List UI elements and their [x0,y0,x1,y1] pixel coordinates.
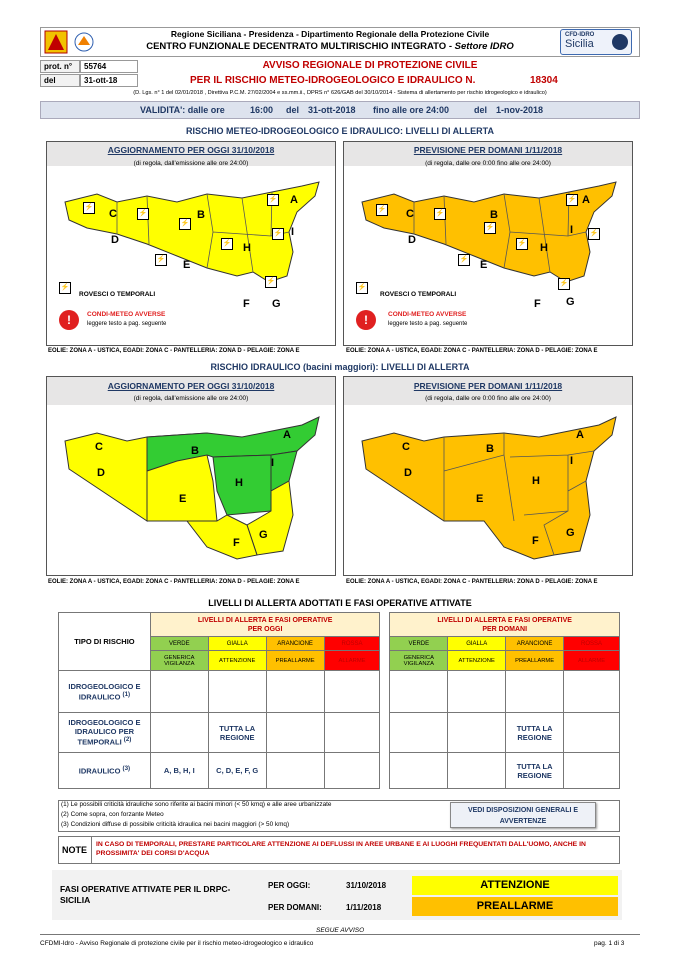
level-gialla: GIALLA [448,637,506,651]
levels-table [58,612,620,789]
zone-label-f: F [243,298,250,310]
avviso-number: 18304 [530,75,558,86]
cell [448,753,506,789]
levels-table-title: LIVELLI DI ALLERTA ADOTTATI E FASI OPERATIVE ATTIVATE [208,598,472,608]
level-arancione: ARANCIONE [266,637,324,651]
zone-label-i: I [570,455,574,467]
validity-del2: del [474,105,488,115]
row-label: IDRAULICO $^{(3)}$ [59,753,151,789]
storm-icon: ⚡ [558,278,570,290]
zone-label-h: H [243,242,251,254]
general-provisions-button[interactable]: VEDI DISPOSIZIONI GENERALI E AVVERTENZE [450,802,596,828]
zone-label-f: F [532,535,539,547]
zone-label-h: H [532,475,540,487]
cell [564,713,620,753]
zone-label-a: A [283,429,291,441]
zone-label-e: E [476,493,484,505]
storm-icon: ⚡ [588,228,600,240]
cell [390,753,448,789]
zone-label-g: G [566,527,575,539]
table-row [59,753,620,789]
phase-preallarme: PREALLARME [506,651,564,671]
table-row [59,713,620,753]
storm-icon: ⚡ [267,194,279,206]
storm-legend-label: ROVESCI O TEMPORALI [380,291,457,298]
footer-document-title: CFDMI-Idro - Avviso Regionale di protezione civile per il rischio meteo-idrogeologico e idraulico [40,940,314,947]
tipo-header: TIPO DI RISCHIO [59,613,151,671]
cell: TUTTA LA REGIONE [506,753,564,789]
zone-label-d: D [97,467,105,479]
level-verde: VERDE [150,637,208,651]
phase-attenzione: ATTENZIONE [448,651,506,671]
storm-icon: ⚡ [434,208,446,220]
islands-note-right: EOLIE: ZONA A - USTICA, EGADI: ZONA C - PANTELLERIA: ZONA D - PELAGIE: ZONA E [346,348,598,354]
islands-note-left: EOLIE: ZONA A - USTICA, EGADI: ZONA C - PANTELLERIA: ZONA D - PELAGIE: ZONA E [48,348,300,354]
phase-allarme: ALLARME [564,651,620,671]
storm-icon: ⚡ [265,276,277,288]
panel-subtitle: (di regola, dalle ore 0:00 fino alle ore 24:00) [425,395,551,402]
prot-label: prot. n° [40,60,80,73]
storm-icon: ⚡ [458,254,470,266]
cell: A, B, H, I [150,753,208,789]
storm-legend-label: ROVESCI O TEMPORALI [79,291,156,298]
header-department: Regione Siciliana - Presidenza - Dipartimento Regionale della Protezione Civile [170,29,490,39]
cell: TUTTA LA REGIONE [506,713,564,753]
zone-label-a: A [576,429,584,441]
panel-title: AGGIORNAMENTO PER OGGI 31/10/2018 [47,142,335,166]
cell [208,671,266,713]
cell [564,753,620,789]
zone-label-d: D [111,234,119,246]
cell [390,713,448,753]
region-logo [44,30,96,54]
footnote-3: (3) Condizioni diffuse di possibile criticità idraulica nei bacini maggiori (> 50 kmq) [61,821,290,828]
storm-icon: ⚡ [516,238,528,250]
phases-tomorrow-label: PER DOMANI: [268,903,322,912]
zone-label-i: I [291,226,295,238]
zone-label-e: E [183,259,191,271]
map-panel-today-meteo [46,141,336,346]
panel-title: PREVISIONE PER DOMANI 1/11/2018 [344,142,632,166]
continue-note: SEGUE AVVISO [316,927,365,934]
zone-label-g: G [259,529,268,541]
zone-label-b: B [486,443,494,455]
panel-subtitle: (di regola, dall'emissione alle ore 24:00) [133,395,249,402]
zone-label-b: B [191,445,199,457]
cell: TUTTA LA REGIONE [208,713,266,753]
cell [324,671,380,713]
zone-label-c: C [406,208,414,220]
phases-tomorrow-date: 1/11/2018 [346,903,382,912]
page-number: pag. 1 di 3 [594,940,625,947]
map-panel-tomorrow-hydraulic [343,376,633,576]
storm-icon: ⚡ [179,218,191,230]
phase-attenzione: ATTENZIONE [208,651,266,671]
level-verde: VERDE [390,637,448,651]
warning-icon: ! [356,310,376,330]
zone-label-c: C [109,208,117,220]
footer-divider [40,934,640,935]
zone-label-h: H [235,477,243,489]
cell [150,671,208,713]
cell [266,753,324,789]
islands-note-right: EOLIE: ZONA A - USTICA, EGADI: ZONA C - PANTELLERIA: ZONA D - PELAGIE: ZONA E [346,579,598,585]
map-panel-today-hydraulic [46,376,336,576]
sicily-map-today-meteo [57,172,329,292]
tomorrow-header: LIVELLI DI ALLERTA E FASI OPERATIVE PER DOMANI [390,613,620,637]
warning-icon: ! [59,310,79,330]
phases-today-label: PER OGGI: [268,881,311,890]
zone-label-a: A [582,194,590,206]
title-line2: PER IL RISCHIO METEO-IDROGEOLOGICO E IDRAULICO N. [190,75,476,86]
level-gialla: GIALLA [208,637,266,651]
legal-reference: (D. Lgs. n° 1 del 02/01/2018 , Direttiva P.C.M. 27/02/2004 e ss.mm.ii., DPRS n° 626/GAB del 30/10/2014 - Sistema di allertamento per rischio idrogeologico e idraulico) [133,90,547,96]
phase-tomorrow-badge: PREALLARME [412,897,618,916]
cell: C, D, E, F, G [208,753,266,789]
storm-icon: ⚡ [221,238,233,250]
prot-number: 55764 [80,60,138,73]
phase-preallarme: PREALLARME [266,651,324,671]
footnote-1: (1) Le possibili criticità idrauliche sono riferite ai bacini minori (< 50 kmq) e alle aree urbanizzate [61,801,332,808]
title-line1: AVVISO REGIONALE DI PROTEZIONE CIVILE [262,60,478,71]
note-text: IN CASO DI TEMPORALI, PRESTARE PARTICOLARE ATTENZIONE AI DEFLUSSI IN AREE URBANE E AI LUOGHI FREQUENTATI DALL'UOMO, ANCHE IN PROSSIMITA' DEI CORSI D'ACQUA [96,841,586,857]
storm-icon: ⚡ [376,204,388,216]
zone-label-g: G [566,296,575,308]
cell [266,713,324,753]
zone-label-a: A [290,194,298,206]
islands-note-left: EOLIE: ZONA A - USTICA, EGADI: ZONA C - PANTELLERIA: ZONA D - PELAGIE: ZONA E [48,579,300,585]
phase-generica: GENERICA VIGILANZA [150,651,208,671]
storm-icon: ⚡ [83,202,95,214]
storm-icon: ⚡ [155,254,167,266]
panel-title: PREVISIONE PER DOMANI 1/11/2018 [344,377,632,405]
del-label: del [40,74,80,87]
panel-subtitle: (di regola, dall'emissione alle ore 24:00) [133,160,249,167]
cell [448,713,506,753]
zone-label-g: G [272,298,281,310]
storm-icon: ⚡ [137,208,149,220]
phases-label: FASI OPERATIVE ATTIVATE PER IL DRPC-SICILIA [60,884,231,905]
adverse-legend-sub: leggere testo a pag. seguente [388,321,468,327]
section2-title: RISCHIO IDRAULICO (bacini maggiori): LIVELLI DI ALLERTA [210,362,470,372]
validity-label: VALIDITA': dalle ore [140,105,225,115]
storm-legend-icon: ⚡ [59,282,71,294]
storm-icon: ⚡ [566,194,578,206]
validity-from-date: 31-ott-2018 [308,105,356,115]
today-header: LIVELLI DI ALLERTA E FASI OPERATIVE PER OGGI [150,613,380,637]
zone-label-d: D [404,467,412,479]
cell [324,753,380,789]
zone-label-e: E [179,493,187,505]
zone-label-d: D [408,234,416,246]
footnote-2: (2) Come sopra, con forzante Meteo [61,811,164,818]
cell [390,671,448,713]
storm-icon: ⚡ [272,228,284,240]
phase-today-badge: ATTENZIONE [412,876,618,895]
validity-del1: del [286,105,300,115]
header-center: CENTRO FUNZIONALE DECENTRATO MULTIRISCHIO INTEGRATO - Settore IDRO [146,41,514,52]
level-arancione: ARANCIONE [506,637,564,651]
cell [150,713,208,753]
cell [564,671,620,713]
panel-subtitle: (di regola, dalle ore 0:00 fino alle ore 24:00) [425,160,551,167]
validity-to-date: 1-nov-2018 [496,105,544,115]
table-row [59,671,620,713]
storm-icon: ⚡ [484,222,496,234]
validity-until: fino alle ore 24:00 [373,105,450,115]
zone-label-b: B [197,209,205,221]
adverse-legend-sub: leggere testo a pag. seguente [87,321,167,327]
cell [266,671,324,713]
section1-title: RISCHIO METEO-IDROGEOLOGICO E IDRAULICO: LIVELLI DI ALLERTA [186,126,494,136]
level-rossa: ROSSA [324,637,380,651]
zone-label-i: I [271,457,275,469]
zone-label-f: F [233,537,240,549]
adverse-legend-label: CONDI-METEO AVVERSE [87,311,166,318]
sicily-map-tomorrow-hydraulic [354,411,626,571]
cell [324,713,380,753]
row-label: IDROGEOLOGICO E IDRAULICO PER TEMPORALI $^{(2)}$ [59,713,151,753]
zone-label-c: C [402,441,410,453]
map-panel-tomorrow-meteo [343,141,633,346]
storm-legend-icon: ⚡ [356,282,368,294]
cfd-idro-logo: CFD-IDRO Sicilia [560,29,632,55]
phase-allarme: ALLARME [324,651,380,671]
zone-label-e: E [480,259,488,271]
adverse-legend-label: CONDI-METEO AVVERSE [388,311,467,318]
level-rossa: ROSSA [564,637,620,651]
validity-from-hour: 16:00 [250,105,274,115]
zone-label-b: B [490,209,498,221]
zone-label-c: C [95,441,103,453]
phases-today-date: 31/10/2018 [346,881,387,890]
del-date: 31-ott-18 [80,74,138,87]
note-label: NOTE [58,836,92,864]
zone-label-f: F [534,298,541,310]
zone-label-h: H [540,242,548,254]
cell [448,671,506,713]
cell [506,671,564,713]
row-label: IDROGEOLOGICO E IDRAULICO $^{(1)}$ [59,671,151,713]
panel-title: AGGIORNAMENTO PER OGGI 31/10/2018 [47,377,335,405]
phase-generica: GENERICA VIGILANZA [390,651,448,671]
zone-label-i: I [570,224,574,236]
